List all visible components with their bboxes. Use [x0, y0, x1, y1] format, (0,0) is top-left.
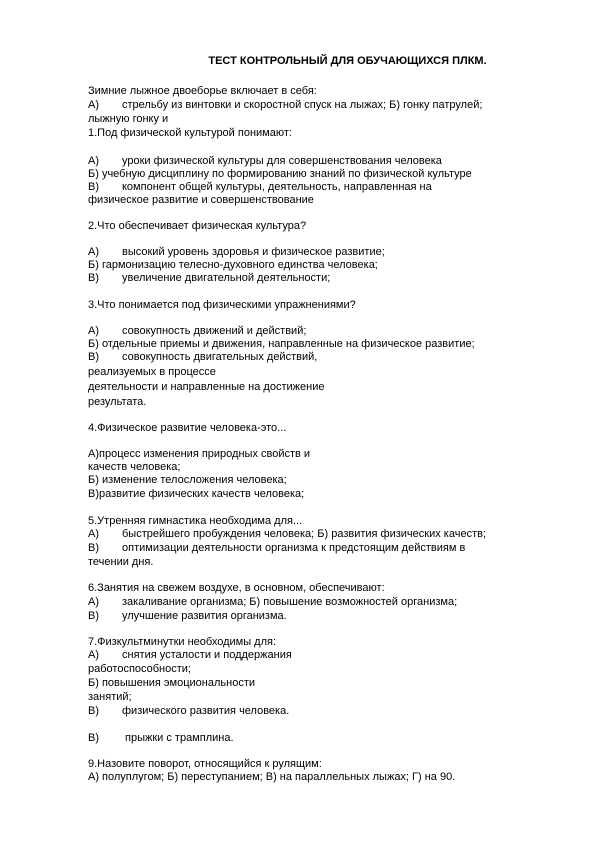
question-2: 2.Что обеспечивает физическая культура?	[88, 220, 307, 232]
answer-c: В) улучшение развития организма.	[88, 610, 287, 622]
answer-c: В) оптимизации деятельности организма к предстоящим действиям в	[88, 542, 466, 554]
text-line: качеств человека;	[88, 461, 181, 473]
question-5: 5.Утренняя гимнастика необходима для...	[88, 515, 303, 527]
text-line: работоспособности;	[88, 663, 191, 675]
answer-a: А) высокий уровень здоровья и физическое развитие;	[88, 246, 385, 258]
answer-b: Б) учебную дисциплину по формированию знаний по физической культуре	[88, 168, 472, 180]
answer-a: А) быстрейшего пробуждения человека; Б) развития физических качеств;	[88, 528, 487, 540]
question-3: 3.Что понимается под физическими упражнениями?	[88, 299, 356, 311]
answer-a: А) уроки физической культуры для совершенствования человека	[88, 155, 442, 167]
text-line: деятельности и направленные на достижение	[88, 381, 325, 393]
text-line: физическое развитие и совершенствование	[88, 194, 314, 206]
answer-a: А)процесс изменения природных свойств и	[88, 448, 311, 460]
text-line: реализуемых в процессе	[88, 366, 216, 378]
answer-a: А) закаливание организма; Б) повышение возможностей организма;	[88, 596, 458, 608]
question-6: 6.Занятия на свежем воздухе, в основном, обеспечивают:	[88, 582, 385, 594]
answer-b: Б) изменение телосложения человека;	[88, 474, 287, 486]
answer-b: Б) повышения эмоциональности	[88, 677, 256, 689]
answer-c: В) компонент общей культуры, деятельность, направленная на	[88, 181, 432, 193]
question-1: 1.Под физической культурой понимают:	[88, 127, 292, 139]
answer-c: В) прыжки с трамплина.	[88, 732, 234, 744]
question-7: 7.Физкультминутки необходимы для:	[88, 636, 277, 648]
question-4: 4.Физическое развитие человека-это...	[88, 422, 287, 434]
text-line: результата.	[88, 396, 147, 408]
answers-9: А) полуплугом; Б) переступанием; В) на параллельных лыжах; Г) на 90.	[88, 771, 456, 783]
question-9: 9.Назовите поворот, относящийся к рулящим:	[88, 758, 322, 770]
text-line: Зимние лыжное двоеборье включает в себя:	[88, 85, 317, 97]
answer-c: В) увеличение двигательной деятельности;	[88, 272, 331, 284]
answer-b: Б) гармонизацию телесно-духовного единства человека;	[88, 259, 378, 271]
answer-c: В) совокупность двигательных действий,	[88, 351, 318, 363]
answer-a: А) стрельбу из винтовки и скоростной спуск на лыжах; Б) гонку патрулей;	[88, 99, 483, 111]
answer-c: В)развитие физических качеств человека;	[88, 488, 305, 500]
answer-a: А) снятия усталости и поддержания	[88, 649, 292, 661]
text-line: лыжную гонку и	[88, 113, 169, 125]
answer-b: Б) отдельные приемы и движения, направленные на физическое развитие;	[88, 338, 475, 350]
text-line: течении дня.	[88, 556, 154, 568]
answer-c: В) физического развития человека.	[88, 705, 290, 717]
text-line: занятий;	[88, 691, 132, 703]
answer-a: А) совокупность движений и действий;	[88, 325, 307, 337]
page-title: ТЕСТ КОНТРОЛЬНЫЙ ДЛЯ ОБУЧАЮЩИХСЯ ПЛКМ.	[208, 55, 487, 67]
